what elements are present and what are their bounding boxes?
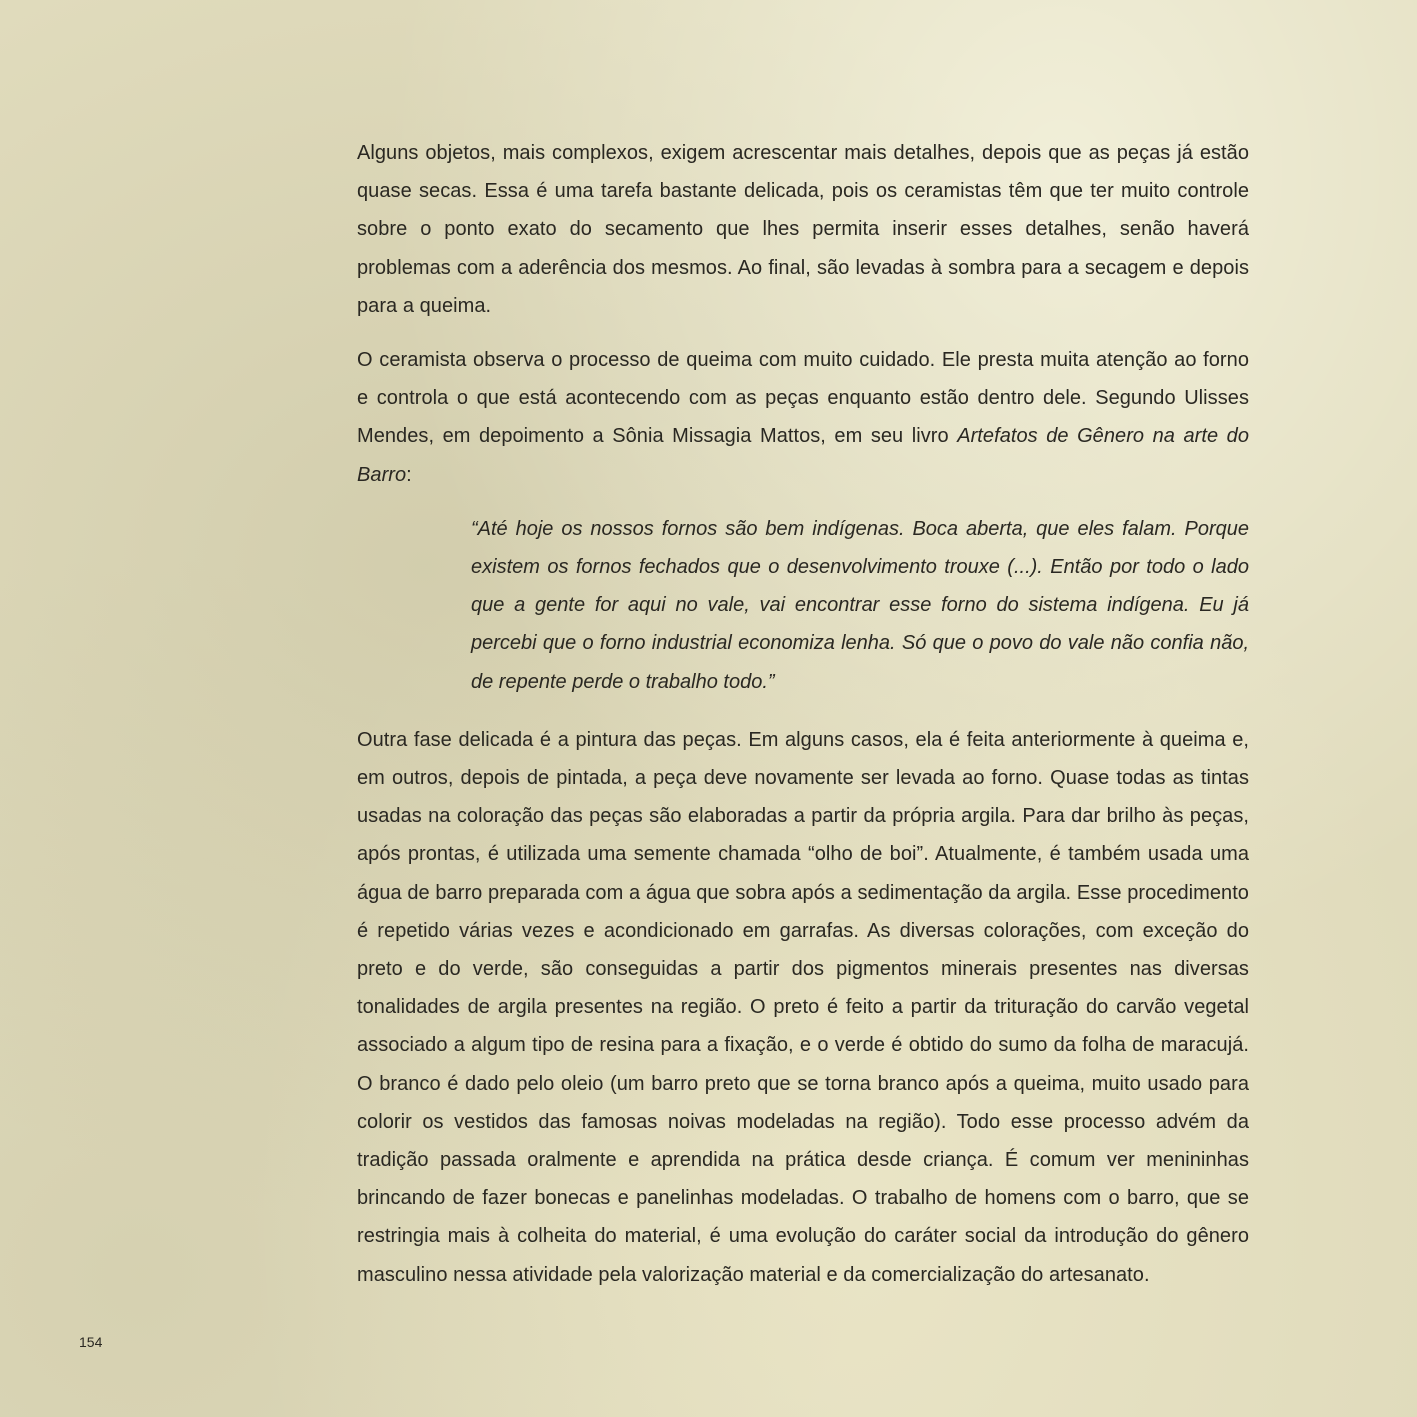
paragraph-2 — [357, 341, 1249, 494]
paragraph-2-text: O ceramista observa o processo de queima com muito cuidado. Ele presta muita atenção ao forno e controla o que está acontecendo com as peças enquanto estão dentro dele. Segundo Ulisses Mendes, em depoimento a Sônia Missagia Mattos, em seu livro — [357, 349, 1249, 448]
page-number: 154 — [79, 1334, 103, 1350]
paragraph-1: Alguns objetos, mais complexos, exigem acrescentar mais detalhes, depois que as peças já estão quase secas. Essa é uma tarefa bastante delicada, pois os ceramistas têm que ter muito controle sobre o ponto exato do secamento que lhes permita inserir esses detalhes, senão haverá problemas com a aderência dos mesmos. Ao final, são levadas à sombra para a secagem e depois para a queima. — [357, 142, 1249, 317]
text-column — [357, 134, 1249, 1310]
paragraph-2-suffix: : — [406, 463, 412, 486]
book-title: Artefatos de Gênero na arte do Barro — [357, 425, 1250, 486]
block-quote: “Até hoje os nossos fornos são bem indígenas. Boca aberta, que eles falam. Porque existem os fornos fechados que o desenvolvimento trouxe (...). Então por todo o lado que a gente for aqui no vale, vai encontrar esse forno do sistema indígena. Eu já percebi que o forno industrial economiza lenha. Só que o povo do vale não confia não, de repente perde o trabalho todo.” — [471, 517, 1249, 693]
paragraph-3: Outra fase delicada é a pintura das peças. Em alguns casos, ela é feita anteriormente à queima e, em outros, depois de pintada, a peça deve novamente ser levada ao forno. Quase todas as tintas usadas na coloração das peças são elaboradas a partir da própria argila. Para dar brilho às peças, após prontas, é utilizada uma semente chamada “olho de boi”. Atualmente, é também usada uma água de barro preparada com a água que sobra após a sedimentação da argila. Esse procedimento é repetido várias vezes e acondicionado em garrafas. As diversas colorações, com exceção do preto e do verde, são conseguidas a partir dos pigmentos minerais presentes nas diversas tonalidades de argila presentes na região. O preto é feito a partir da trituração do carvão vegetal associado a algum tipo de resina para a fixação, e o verde é obtido do sumo da folha de maracujá. O branco é dado pelo oleio (um barro preto que se torna branco após a queima, muito usado para colorir os vestidos das famosas noivas modeladas na região). Todo esse processo advém da tradição passada oralmente e aprendida na prática desde criança. É comum ver menininhas brincando de fazer bonecas e panelinhas modeladas. O trabalho de homens com o barro, que se restringia mais à colheita do material, é uma evolução do caráter social da introdução do gênero masculino nessa atividade pela valorização material e da comercialização do artesanato. — [357, 728, 1249, 1286]
